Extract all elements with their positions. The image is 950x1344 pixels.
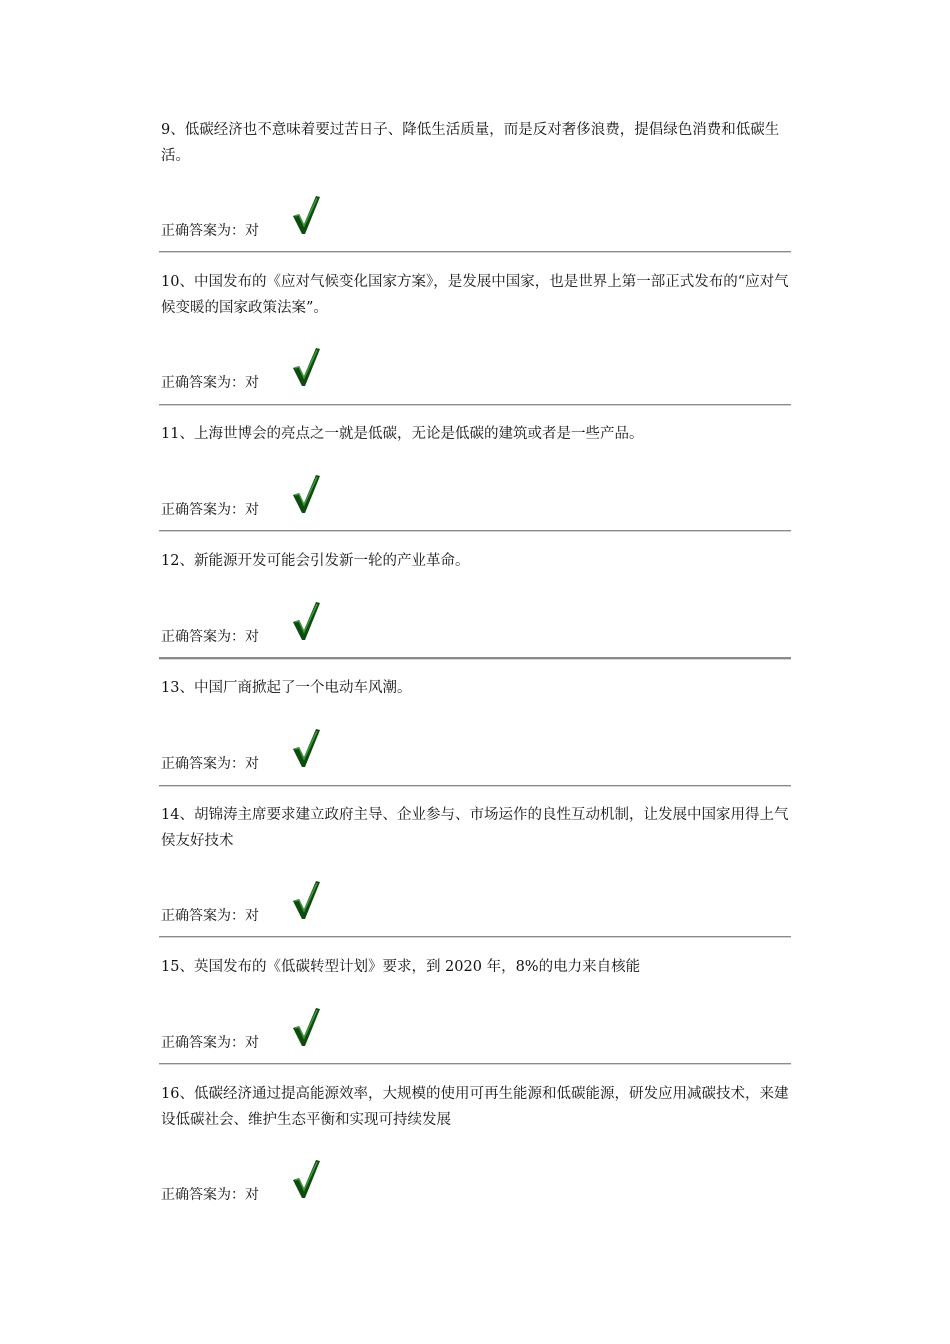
answer-row-15 bbox=[161, 1002, 461, 1052]
checkmark-icon bbox=[291, 1006, 321, 1048]
divider bbox=[159, 530, 791, 532]
question-14 bbox=[161, 802, 791, 854]
answer-label: 正确答案为：对 bbox=[161, 502, 259, 518]
answer-row-10 bbox=[161, 342, 461, 392]
question-15 bbox=[161, 954, 791, 980]
checkmark-icon bbox=[291, 600, 321, 642]
question-11 bbox=[161, 421, 791, 447]
checkmark-icon bbox=[291, 879, 321, 921]
question-text: 10、中国发布的《应对气候变化国家方案》，是发展中国家，也是世界上第一部正式发布的“应对气候变暖的国家政策法案”。 bbox=[161, 274, 789, 316]
answer-label: 正确答案为：对 bbox=[161, 1187, 259, 1203]
divider bbox=[159, 404, 791, 406]
divider bbox=[159, 1063, 791, 1065]
answer-label: 正确答案为：对 bbox=[161, 908, 259, 924]
question-10 bbox=[161, 269, 791, 321]
divider bbox=[159, 936, 791, 938]
divider bbox=[159, 785, 791, 787]
checkmark-icon bbox=[291, 194, 321, 236]
divider bbox=[159, 251, 791, 253]
question-text: 9、低碳经济也不意味着要过苦日子、降低生活质量，而是反对奢侈浪费，提倡绿色消费和低碳生活。 bbox=[161, 122, 780, 164]
question-text: 16、低碳经济通过提高能源效率，大规模的使用可再生能源和低碳能源，研发应用减碳技术，来建设低碳社会、维护生态平衡和实现可持续发展 bbox=[161, 1086, 789, 1128]
question-text: 15、英国发布的《低碳转型计划》要求，到 2020 年，8%的电力来自核能 bbox=[161, 959, 641, 975]
question-text: 14、胡锦涛主席要求建立政府主导、企业参与、市场运作的良性互动机制，让发展中国家用得上气侯友好技术 bbox=[161, 807, 789, 849]
answer-label: 正确答案为：对 bbox=[161, 375, 259, 391]
answer-row-9 bbox=[161, 190, 461, 240]
answer-row-16 bbox=[161, 1154, 461, 1204]
checkmark-icon bbox=[291, 473, 321, 515]
answer-row-12 bbox=[161, 596, 461, 646]
question-text: 11、上海世博会的亮点之一就是低碳，无论是低碳的建筑或者是一些产品。 bbox=[161, 426, 644, 442]
question-12 bbox=[161, 548, 791, 574]
question-9 bbox=[161, 117, 791, 169]
question-13 bbox=[161, 675, 791, 701]
checkmark-icon bbox=[291, 1158, 321, 1200]
answer-row-14 bbox=[161, 875, 461, 925]
question-text: 12、新能源开发可能会引发新一轮的产业革命。 bbox=[161, 553, 470, 569]
divider bbox=[159, 657, 791, 660]
answer-row-11 bbox=[161, 469, 461, 519]
answer-label: 正确答案为：对 bbox=[161, 1035, 259, 1051]
checkmark-icon bbox=[291, 727, 321, 769]
question-text: 13、中国厂商掀起了一个电动车风潮。 bbox=[161, 680, 412, 696]
answer-label: 正确答案为：对 bbox=[161, 629, 259, 645]
answer-label: 正确答案为：对 bbox=[161, 223, 259, 239]
answer-label: 正确答案为：对 bbox=[161, 756, 259, 772]
checkmark-icon bbox=[291, 346, 321, 388]
answer-row-13 bbox=[161, 723, 461, 773]
question-16 bbox=[161, 1081, 791, 1133]
